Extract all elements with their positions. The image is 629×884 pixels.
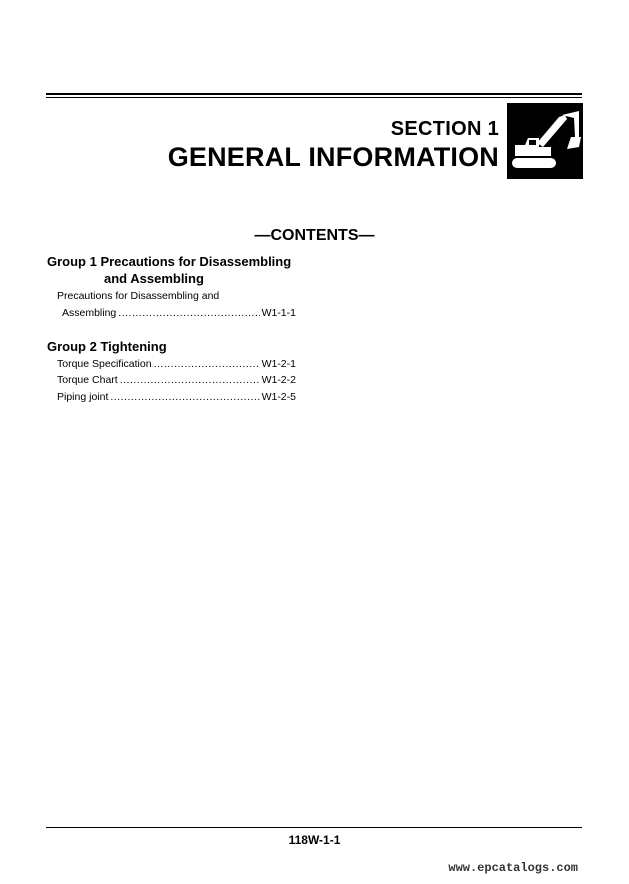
page-number: 118W-1-1 xyxy=(288,833,341,847)
toc-leader-dots xyxy=(120,374,260,387)
toc-entry-label: Piping joint xyxy=(57,391,109,403)
toc-entry-label: Torque Chart xyxy=(57,374,118,386)
toc-entry-2-2[interactable] xyxy=(57,374,296,387)
toc-entry-page: W1-2-1 xyxy=(261,358,296,370)
footer-rule xyxy=(46,827,582,828)
group-1-title-line1: Group 1 Precautions for Disassembling xyxy=(47,254,292,269)
group-1-title xyxy=(47,253,291,287)
toc-entry-2-3[interactable] xyxy=(57,391,296,404)
group-1-title-line2: and Assembling xyxy=(104,271,204,286)
header-rule-thin xyxy=(46,97,582,98)
toc-entry-page: W1-1-1 xyxy=(261,307,296,319)
toc-entry-1-1[interactable] xyxy=(62,307,296,320)
toc-entry-label: Torque Specification xyxy=(57,358,152,370)
toc-leader-dots xyxy=(118,307,259,320)
excavator-icon xyxy=(507,103,583,179)
section-number: SECTION 1 xyxy=(390,118,499,140)
toc-entry-1-1-line1: Precautions for Disassembling and xyxy=(57,290,220,302)
toc-entry-2-1[interactable] xyxy=(57,358,296,371)
section-title: GENERAL INFORMATION xyxy=(167,142,499,172)
toc-leader-dots xyxy=(154,358,260,371)
watermark: www.epcatalogs.com xyxy=(448,861,578,875)
group-2-title-line1: Group 2 Tightening xyxy=(47,339,167,354)
toc-entry-page: W1-2-2 xyxy=(261,374,296,386)
contents-heading: —CONTENTS— xyxy=(254,227,375,244)
toc-leader-dots xyxy=(110,391,259,404)
toc-entry-label: Assembling xyxy=(62,307,117,319)
group-2-title xyxy=(47,338,167,355)
header-rule-thick xyxy=(46,93,582,95)
toc-entry-page: W1-2-5 xyxy=(261,391,296,403)
